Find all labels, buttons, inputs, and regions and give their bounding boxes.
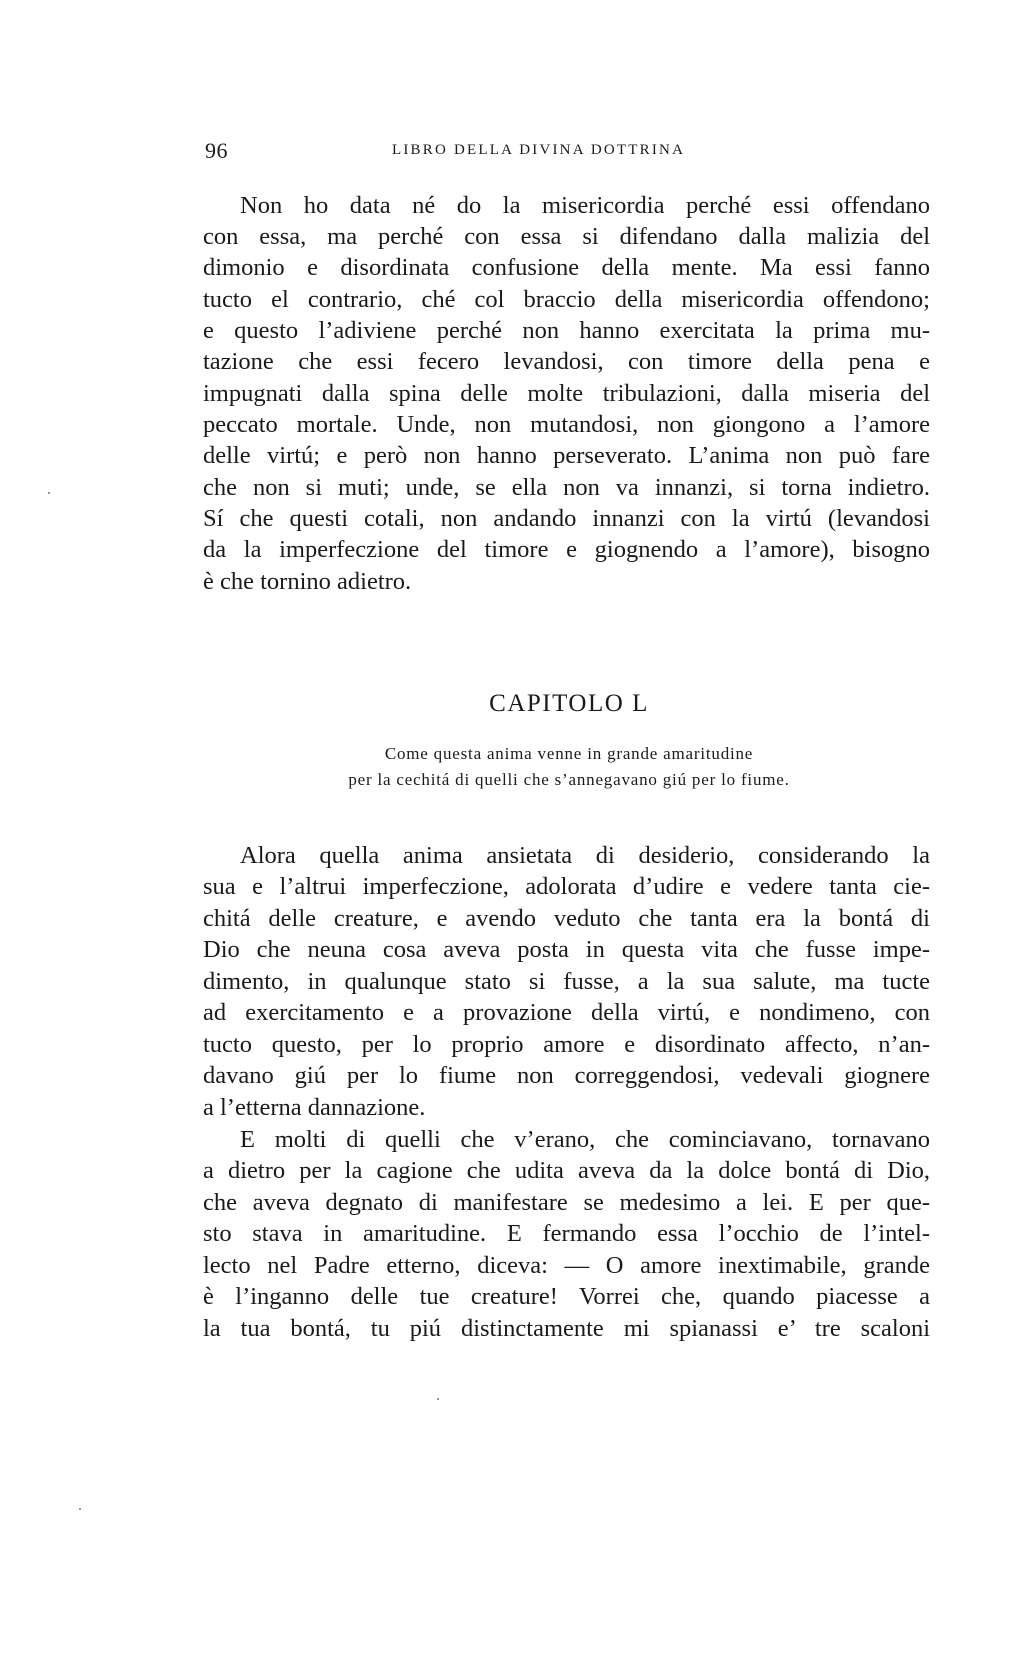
- text-line: tucto questo, per lo proprio amore e disordinato affecto, n’an-: [203, 1031, 930, 1058]
- chapter-subtitle-line-1: Come questa anima venne in grande amaritudine: [384, 744, 754, 763]
- text-line: e questo l’adiviene perché non hanno exercitata la prima mu-: [203, 317, 930, 344]
- text-line: impugnati dalla spina delle molte tribulazioni, dalla miseria del: [203, 380, 930, 407]
- text-line: peccato mortale. Unde, non mutandosi, non giongono a l’amore: [203, 411, 930, 438]
- text-line: che aveva degnato di manifestare se medesimo a lei. E per que-: [203, 1189, 930, 1216]
- text-line: ad exercitamento e a provazione della virtú, e nondimeno, con: [203, 999, 930, 1026]
- text-line: dimento, in qualunque stato si fusse, a la sua salute, ma tucte: [203, 968, 930, 995]
- text-line: dimonio e disordinata confusione della mente. Ma essi fanno: [203, 254, 930, 281]
- text-line: sto stava in amaritudine. E fermando essa l’occhio de l’intel-: [203, 1220, 930, 1247]
- text-line: Sí che questi cotali, non andando innanzi con la virtú (levandosi: [203, 505, 930, 532]
- scan-speck: [437, 1398, 439, 1400]
- text-line: con essa, ma perché con essa si difendano dalla malizia del: [203, 223, 930, 250]
- text-line: tucto el contrario, ché col braccio della misericordia offendono;: [203, 286, 930, 313]
- scan-speck: [48, 492, 50, 494]
- text-line: da la imperfeczione del timore e giognendo a l’amore), bisogno: [203, 536, 930, 563]
- scan-speck: [79, 1508, 81, 1510]
- text-line: a dietro per la cagione che udita aveva da la dolce bontá di Dio,: [203, 1157, 930, 1184]
- page-number: 96: [205, 138, 228, 163]
- running-title: LIBRO DELLA DIVINA DOTTRINA: [392, 142, 686, 158]
- text-line: che non si muti; unde, se ella non va innanzi, si torna indietro.: [203, 474, 930, 501]
- text-line: davano giú per lo fiume non correggendosi, vedevali giognere: [203, 1062, 930, 1089]
- text-line: delle virtú; e però non hanno perseverato. L’anima non può fare: [203, 442, 930, 469]
- text-line: è l’inganno delle tue creature! Vorrei che, quando piacesse a: [203, 1283, 930, 1310]
- text-line: la tua bontá, tu piú distinctamente mi spianassi e’ tre scaloni: [203, 1315, 930, 1342]
- text-line: a l’etterna dannazione.: [203, 1094, 426, 1121]
- text-line: sua e l’altrui imperfeczione, adolorata d’udire e vedere tanta cie-: [203, 873, 930, 900]
- text-line: E molti di quelli che v’erano, che cominciavano, tornavano: [240, 1126, 930, 1153]
- chapter-title: CAPITOLO L: [489, 690, 649, 717]
- text-line: tazione che essi fecero levandosi, con timore della pena e: [203, 348, 930, 375]
- text-line: è che tornino adietro.: [203, 568, 412, 595]
- text-line: lecto nel Padre etterno, diceva: — O amore inextimabile, grande: [203, 1252, 930, 1279]
- chapter-subtitle-line-2: per la cechitá di quelli che s’annegavano giú per lo fiume.: [348, 770, 790, 789]
- text-line: Dio che neuna cosa aveva posta in questa vita che fusse impe-: [203, 936, 930, 963]
- text-line: Non ho data né do la misericordia perché essi offendano: [240, 192, 930, 219]
- text-line: chitá delle creature, e avendo veduto che tanta era la bontá di: [203, 905, 930, 932]
- text-line: Alora quella anima ansietata di desiderio, considerando la: [240, 842, 930, 869]
